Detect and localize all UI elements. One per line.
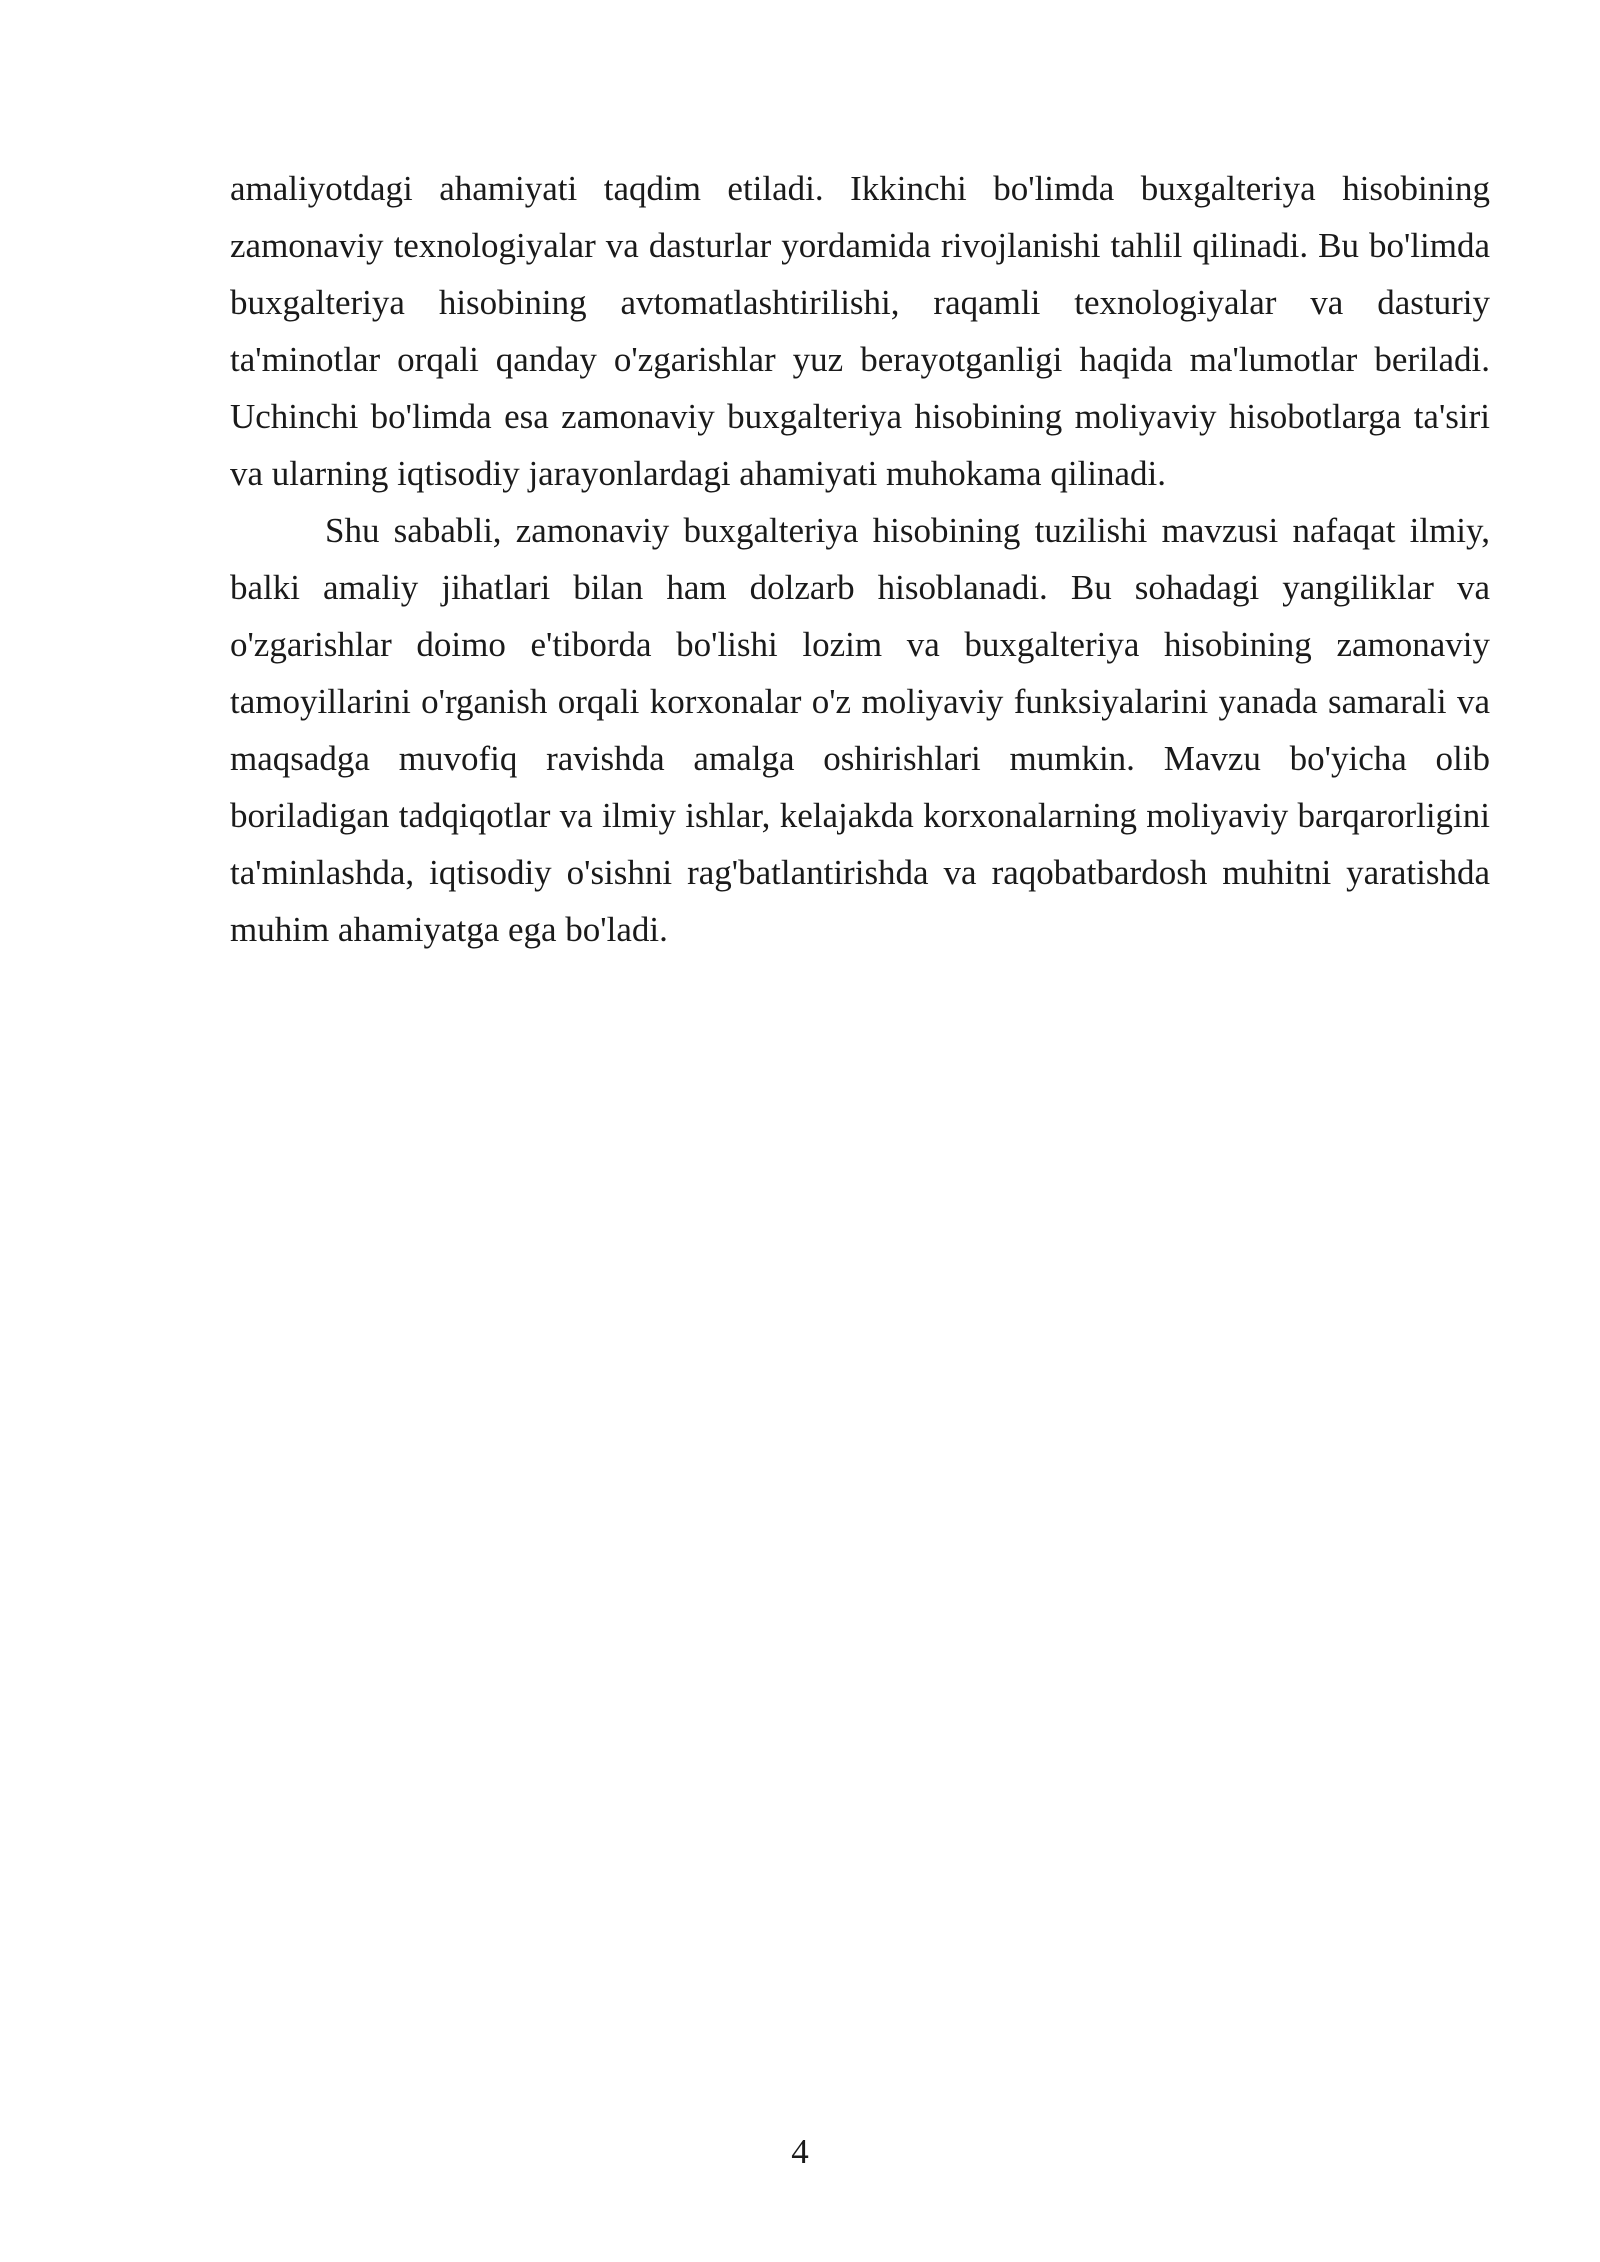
paragraph-1: amaliyotdagi ahamiyati taqdim etiladi. Ikkinchi bo'limda buxgalteriya hisobining zamonaviy texnologiyalar va dasturlar yordamida rivojlanishi tahlil qilinadi. Bu bo'limda buxgalteriya hisobining avtomatlashtirilishi, raqamli texnologiyalar va dasturiy ta'minotlar orqali qanday o'zgarishlar yuz berayotganligi haqida ma'lumotlar beriladi. Uchinchi bo'limda esa zamonaviy buxgalteriya hisobining moliyaviy hisobotlarga ta'siri va ularning iqtisodiy jarayonlardagi ahamiyati muhokama qilinadi. <box>230 169 1490 493</box>
page-number: 4 <box>791 2132 809 2171</box>
body-text <box>230 160 1490 958</box>
paragraph-2: Shu sababli, zamonaviy buxgalteriya hisobining tuzilishi mavzusi nafaqat ilmiy, balki amaliy jihatlari bilan ham dolzarb hisoblanadi. Bu sohadagi yangiliklar va o'zgarishlar doimo e'tiborda bo'lishi lozim va buxgalteriya hisobining zamonaviy tamoyillarini o'rganish orqali korxonalar o'z moliyaviy funksiyalarini yanada samarali va maqsadga muvofiq ravishda amalga oshirishlari mumkin. Mavzu bo'yicha olib boriladigan tadqiqotlar va ilmiy ishlar, kelajakda korxonalarning moliyaviy barqarorligini ta'minlashda, iqtisodiy o'sishni rag'batlantirishda va raqobatbardosh muhitni yaratishda muhim ahamiyatga ega bo'ladi. <box>230 511 1490 949</box>
